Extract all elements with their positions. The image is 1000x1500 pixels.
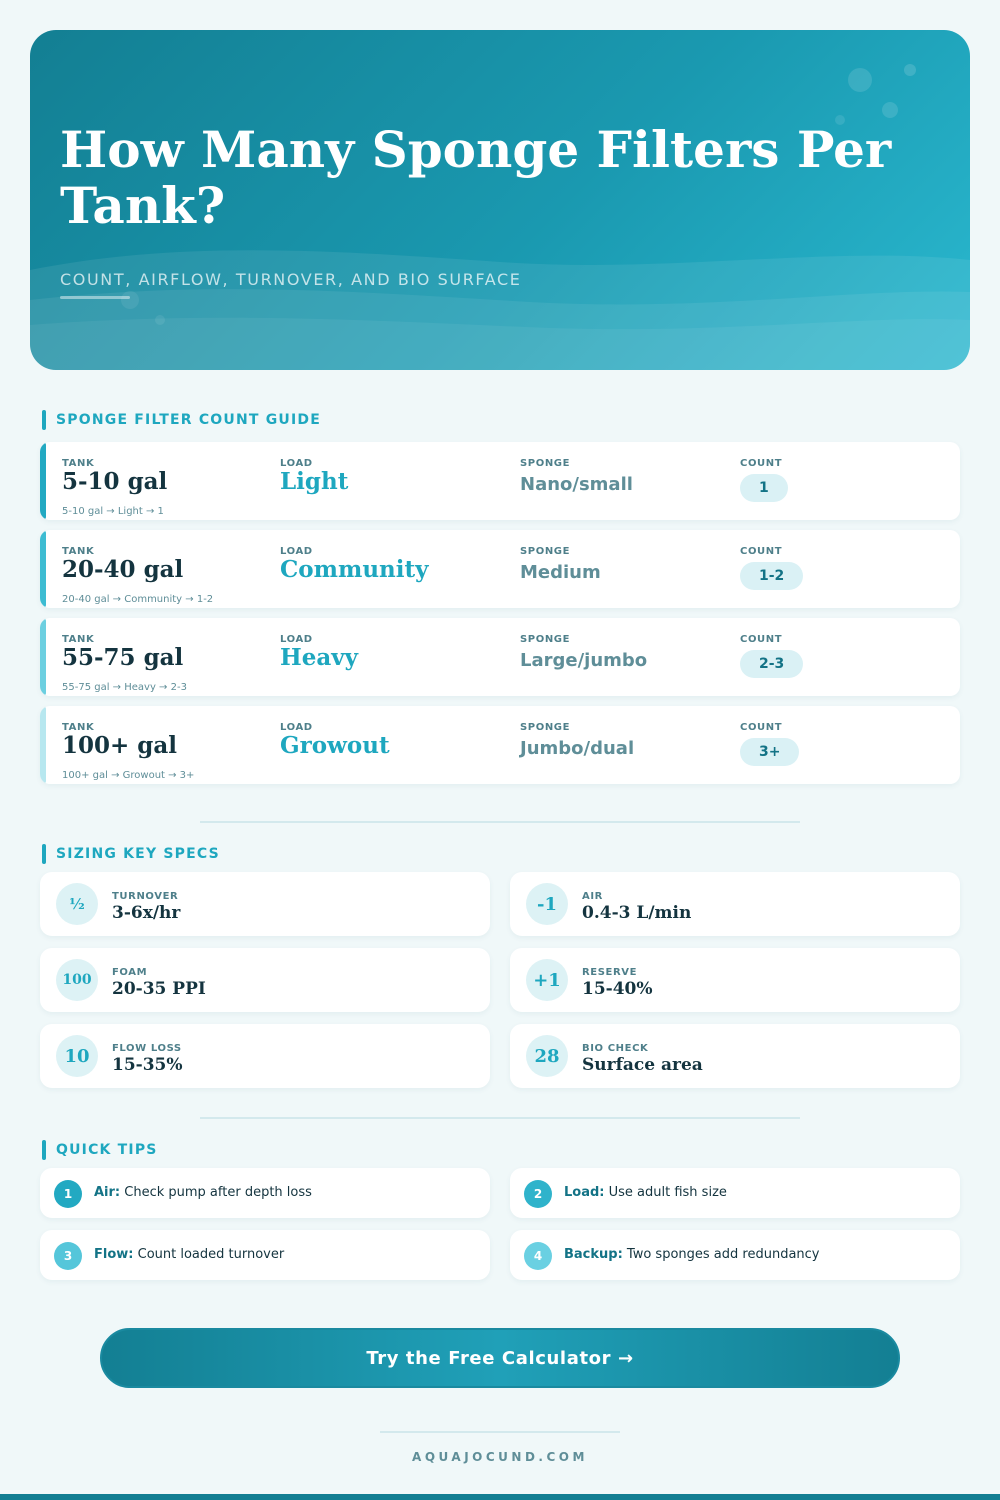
- sponge-size: Large/jumbo: [520, 650, 648, 671]
- spec-icon: 100: [56, 959, 98, 1001]
- column-label-load: LOAD: [280, 722, 313, 733]
- spec-value: 20-35 PPI: [112, 979, 206, 999]
- tip-keyword: Air:: [94, 1185, 121, 1200]
- hero-banner: [30, 30, 970, 370]
- heading-accent-bar: [42, 410, 46, 430]
- tip-text: [94, 1247, 284, 1262]
- row-accent-bar: [40, 706, 46, 784]
- spec-card: [510, 948, 960, 1012]
- tip-card: [510, 1230, 960, 1280]
- count-badge: 1-2: [740, 562, 803, 590]
- heading-accent-bar: [42, 1140, 46, 1160]
- column-label-sponge: SPONGE: [520, 546, 571, 557]
- spec-card: [40, 1024, 490, 1088]
- tip-description: Use adult fish size: [604, 1185, 727, 1200]
- load-level: Heavy: [280, 644, 358, 671]
- row-summary: 5-10 gal → Light → 1: [62, 506, 164, 517]
- row-accent-bar: [40, 530, 46, 608]
- divider: [200, 1117, 800, 1119]
- column-label-count: COUNT: [740, 458, 783, 469]
- spec-icon: 10: [56, 1035, 98, 1077]
- spec-card: [510, 872, 960, 936]
- column-label-tank: TANK: [62, 634, 95, 645]
- tip-text: [564, 1247, 820, 1262]
- tip-description: Count loaded turnover: [133, 1247, 285, 1262]
- spec-icon: 28: [526, 1035, 568, 1077]
- guide-row: [40, 618, 960, 696]
- bottom-bar: [0, 1494, 1000, 1500]
- subtitle-underline: [60, 296, 130, 299]
- tip-card: [40, 1168, 490, 1218]
- column-label-count: COUNT: [740, 634, 783, 645]
- spec-icon: +1: [526, 959, 568, 1001]
- load-level: Community: [280, 556, 429, 583]
- section-heading-text: SPONGE FILTER COUNT GUIDE: [56, 412, 321, 428]
- spec-icon: -1: [526, 883, 568, 925]
- column-label-load: LOAD: [280, 458, 313, 469]
- spec-label: FLOW LOSS: [112, 1043, 182, 1054]
- count-badge: 1: [740, 474, 788, 502]
- page-subtitle: COUNT, AIRFLOW, TURNOVER, AND BIO SURFACE: [60, 270, 522, 289]
- section-heading-text: QUICK TIPS: [56, 1142, 158, 1158]
- tip-number: 1: [54, 1180, 82, 1208]
- column-label-count: COUNT: [740, 546, 783, 557]
- column-label-sponge: SPONGE: [520, 634, 571, 645]
- guide-row: [40, 706, 960, 784]
- tank-size: 55-75 gal: [62, 644, 184, 671]
- spec-value: 3-6x/hr: [112, 903, 181, 923]
- spec-card: [40, 948, 490, 1012]
- tip-card: [40, 1230, 490, 1280]
- tank-size: 100+ gal: [62, 732, 178, 759]
- spec-label: AIR: [582, 891, 603, 902]
- heading-accent-bar: [42, 844, 46, 864]
- section-heading-text: SIZING KEY SPECS: [56, 846, 220, 862]
- spec-label: TURNOVER: [112, 891, 179, 902]
- tip-number: 4: [524, 1242, 552, 1270]
- section-heading-specs: [42, 844, 220, 864]
- tank-size: 5-10 gal: [62, 468, 168, 495]
- column-label-tank: TANK: [62, 458, 95, 469]
- tip-keyword: Backup:: [564, 1247, 623, 1262]
- tip-card: [510, 1168, 960, 1218]
- spec-label: FOAM: [112, 967, 148, 978]
- column-label-tank: TANK: [62, 546, 95, 557]
- spec-icon: ½: [56, 883, 98, 925]
- load-level: Growout: [280, 732, 390, 759]
- section-heading-guide: [42, 410, 321, 430]
- spec-value: 15-40%: [582, 979, 653, 999]
- row-summary: 100+ gal → Growout → 3+: [62, 770, 195, 781]
- tip-keyword: Load:: [564, 1185, 605, 1200]
- spec-card: [40, 872, 490, 936]
- guide-row: [40, 530, 960, 608]
- count-badge: 3+: [740, 738, 799, 766]
- column-label-load: LOAD: [280, 634, 313, 645]
- sponge-size: Jumbo/dual: [520, 738, 635, 759]
- spec-label: BIO CHECK: [582, 1043, 649, 1054]
- column-label-sponge: SPONGE: [520, 458, 571, 469]
- footer-divider: [380, 1431, 620, 1433]
- tip-text: [94, 1185, 312, 1200]
- tip-number: 3: [54, 1242, 82, 1270]
- spec-value: Surface area: [582, 1055, 703, 1075]
- guide-row: [40, 442, 960, 520]
- row-accent-bar: [40, 442, 46, 520]
- column-label-sponge: SPONGE: [520, 722, 571, 733]
- divider: [200, 821, 800, 823]
- section-heading-tips: [42, 1140, 158, 1160]
- sponge-size: Medium: [520, 562, 601, 583]
- spec-card: [510, 1024, 960, 1088]
- count-badge: 2-3: [740, 650, 803, 678]
- spec-value: 0.4-3 L/min: [582, 903, 692, 923]
- free-calculator-button[interactable]: Try the Free Calculator →: [100, 1328, 900, 1388]
- tip-number: 2: [524, 1180, 552, 1208]
- row-accent-bar: [40, 618, 46, 696]
- tip-text: [564, 1185, 727, 1200]
- tip-description: Check pump after depth loss: [120, 1185, 312, 1200]
- column-label-tank: TANK: [62, 722, 95, 733]
- page-title: How Many Sponge Filters Per Tank?: [60, 120, 892, 235]
- footer-site: AQUAJOCUND.COM: [412, 1450, 588, 1464]
- sponge-size: Nano/small: [520, 474, 633, 495]
- spec-value: 15-35%: [112, 1055, 183, 1075]
- tank-size: 20-40 gal: [62, 556, 184, 583]
- tip-description: Two sponges add redundancy: [622, 1247, 820, 1262]
- row-summary: 20-40 gal → Community → 1-2: [62, 594, 214, 605]
- row-summary: 55-75 gal → Heavy → 2-3: [62, 682, 187, 693]
- spec-label: RESERVE: [582, 967, 638, 978]
- load-level: Light: [280, 468, 349, 495]
- column-label-count: COUNT: [740, 722, 783, 733]
- tip-keyword: Flow:: [94, 1247, 134, 1262]
- column-label-load: LOAD: [280, 546, 313, 557]
